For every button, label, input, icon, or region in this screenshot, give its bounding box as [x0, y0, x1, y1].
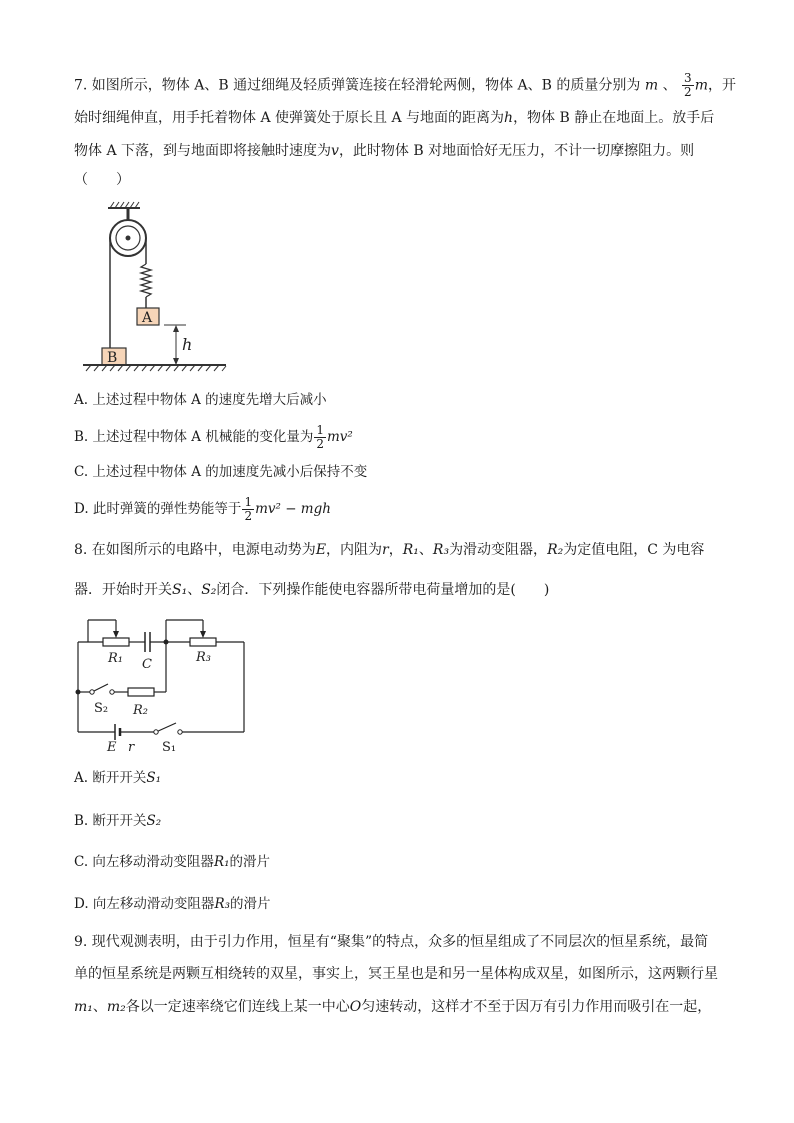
q8-option-d: D. 向左移动滑动变阻器R₃的滑片 — [74, 896, 271, 912]
label-s2: S₂ — [94, 701, 109, 716]
mass-b-fraction: $\frac{3}{2}$ — [684, 71, 692, 99]
q8-line-1: 8. 在如图所示的电路中，电源电动势为E，内阻为r，R₁、R₃为滑动变阻器，R₂为定值电阻，C 为电容 — [74, 542, 705, 558]
q8-option-a: A. 断开开关S₁ — [74, 770, 162, 786]
q7-option-d: D. 此时弹簧的弹性势能等于 $\frac{1}{2}$ mv² − mgh — [74, 495, 331, 523]
label-e: E — [107, 740, 117, 755]
q8-option-b: B. 断开开关S₂ — [74, 813, 162, 829]
label-s1: S₁ — [162, 740, 177, 755]
label-r1: R₁ — [108, 651, 123, 666]
q8-line-2: 器．开始时开关S₁、S₂闭合．下列操作能使电容器所带电荷量增加的是( ) — [74, 582, 550, 598]
label-r: r — [128, 740, 135, 755]
q7-line-2: 始时细绳伸直，用手托着物体 A 使弹簧处于原长且 A 与地面的距离为h，物体 B 静止在地面上。放手后 — [74, 110, 715, 126]
q9-line-2: 单的恒星系统是两颗互相绕转的双星，事实上，冥王星也是和另一星体构成双星，如图所示，这两颗行星 — [74, 966, 718, 982]
label-r2: R₂ — [133, 703, 148, 718]
q7-line-1: 7. 如图所示，物体 A、B 通过细绳及轻质弹簧连接在轻滑轮两侧，物体 A、B 的质量分别为 m 、 $\frac{3}{2}$ m，开 — [74, 71, 736, 99]
mass-a-symbol: m — [644, 77, 659, 94]
q8-circuit-diagram — [70, 612, 255, 757]
q7-line-3: 物体 A 下落，到与地面即将接触时速度为v，此时物体 B 对地面恰好无压力，不计一切摩擦阻力。则 — [74, 143, 695, 159]
block-a-label: A — [142, 310, 153, 326]
label-r3: R₃ — [196, 650, 211, 665]
q9-line-1: 9. 现代观测表明，由于引力作用，恒星有“聚集”的特点，众多的恒星组成了不同层次的恒星系统，最简 — [74, 934, 709, 950]
q7-option-a: A. 上述过程中物体 A 的速度先增大后减小 — [74, 392, 327, 408]
q8-option-c: C. 向左移动滑动变阻器R₁的滑片 — [74, 854, 271, 870]
height-label: h — [182, 335, 193, 354]
q7-pulley-figure — [78, 198, 238, 378]
q7-option-c: C. 上述过程中物体 A 的加速度先减小后保持不变 — [74, 464, 368, 480]
block-b-label: B — [107, 350, 118, 366]
q7-answer-blank: （ ） — [74, 172, 130, 188]
q9-line-3: m₁、m₂各以一定速率绕它们连线上某一中心O匀速转动，这样才不至于因万有引力作用而吸引在一起， — [74, 999, 712, 1015]
q7-option-b: B. 上述过程中物体 A 机械能的变化量为 $\frac{1}{2}$ mv² — [74, 423, 353, 451]
label-c: C — [142, 657, 152, 672]
